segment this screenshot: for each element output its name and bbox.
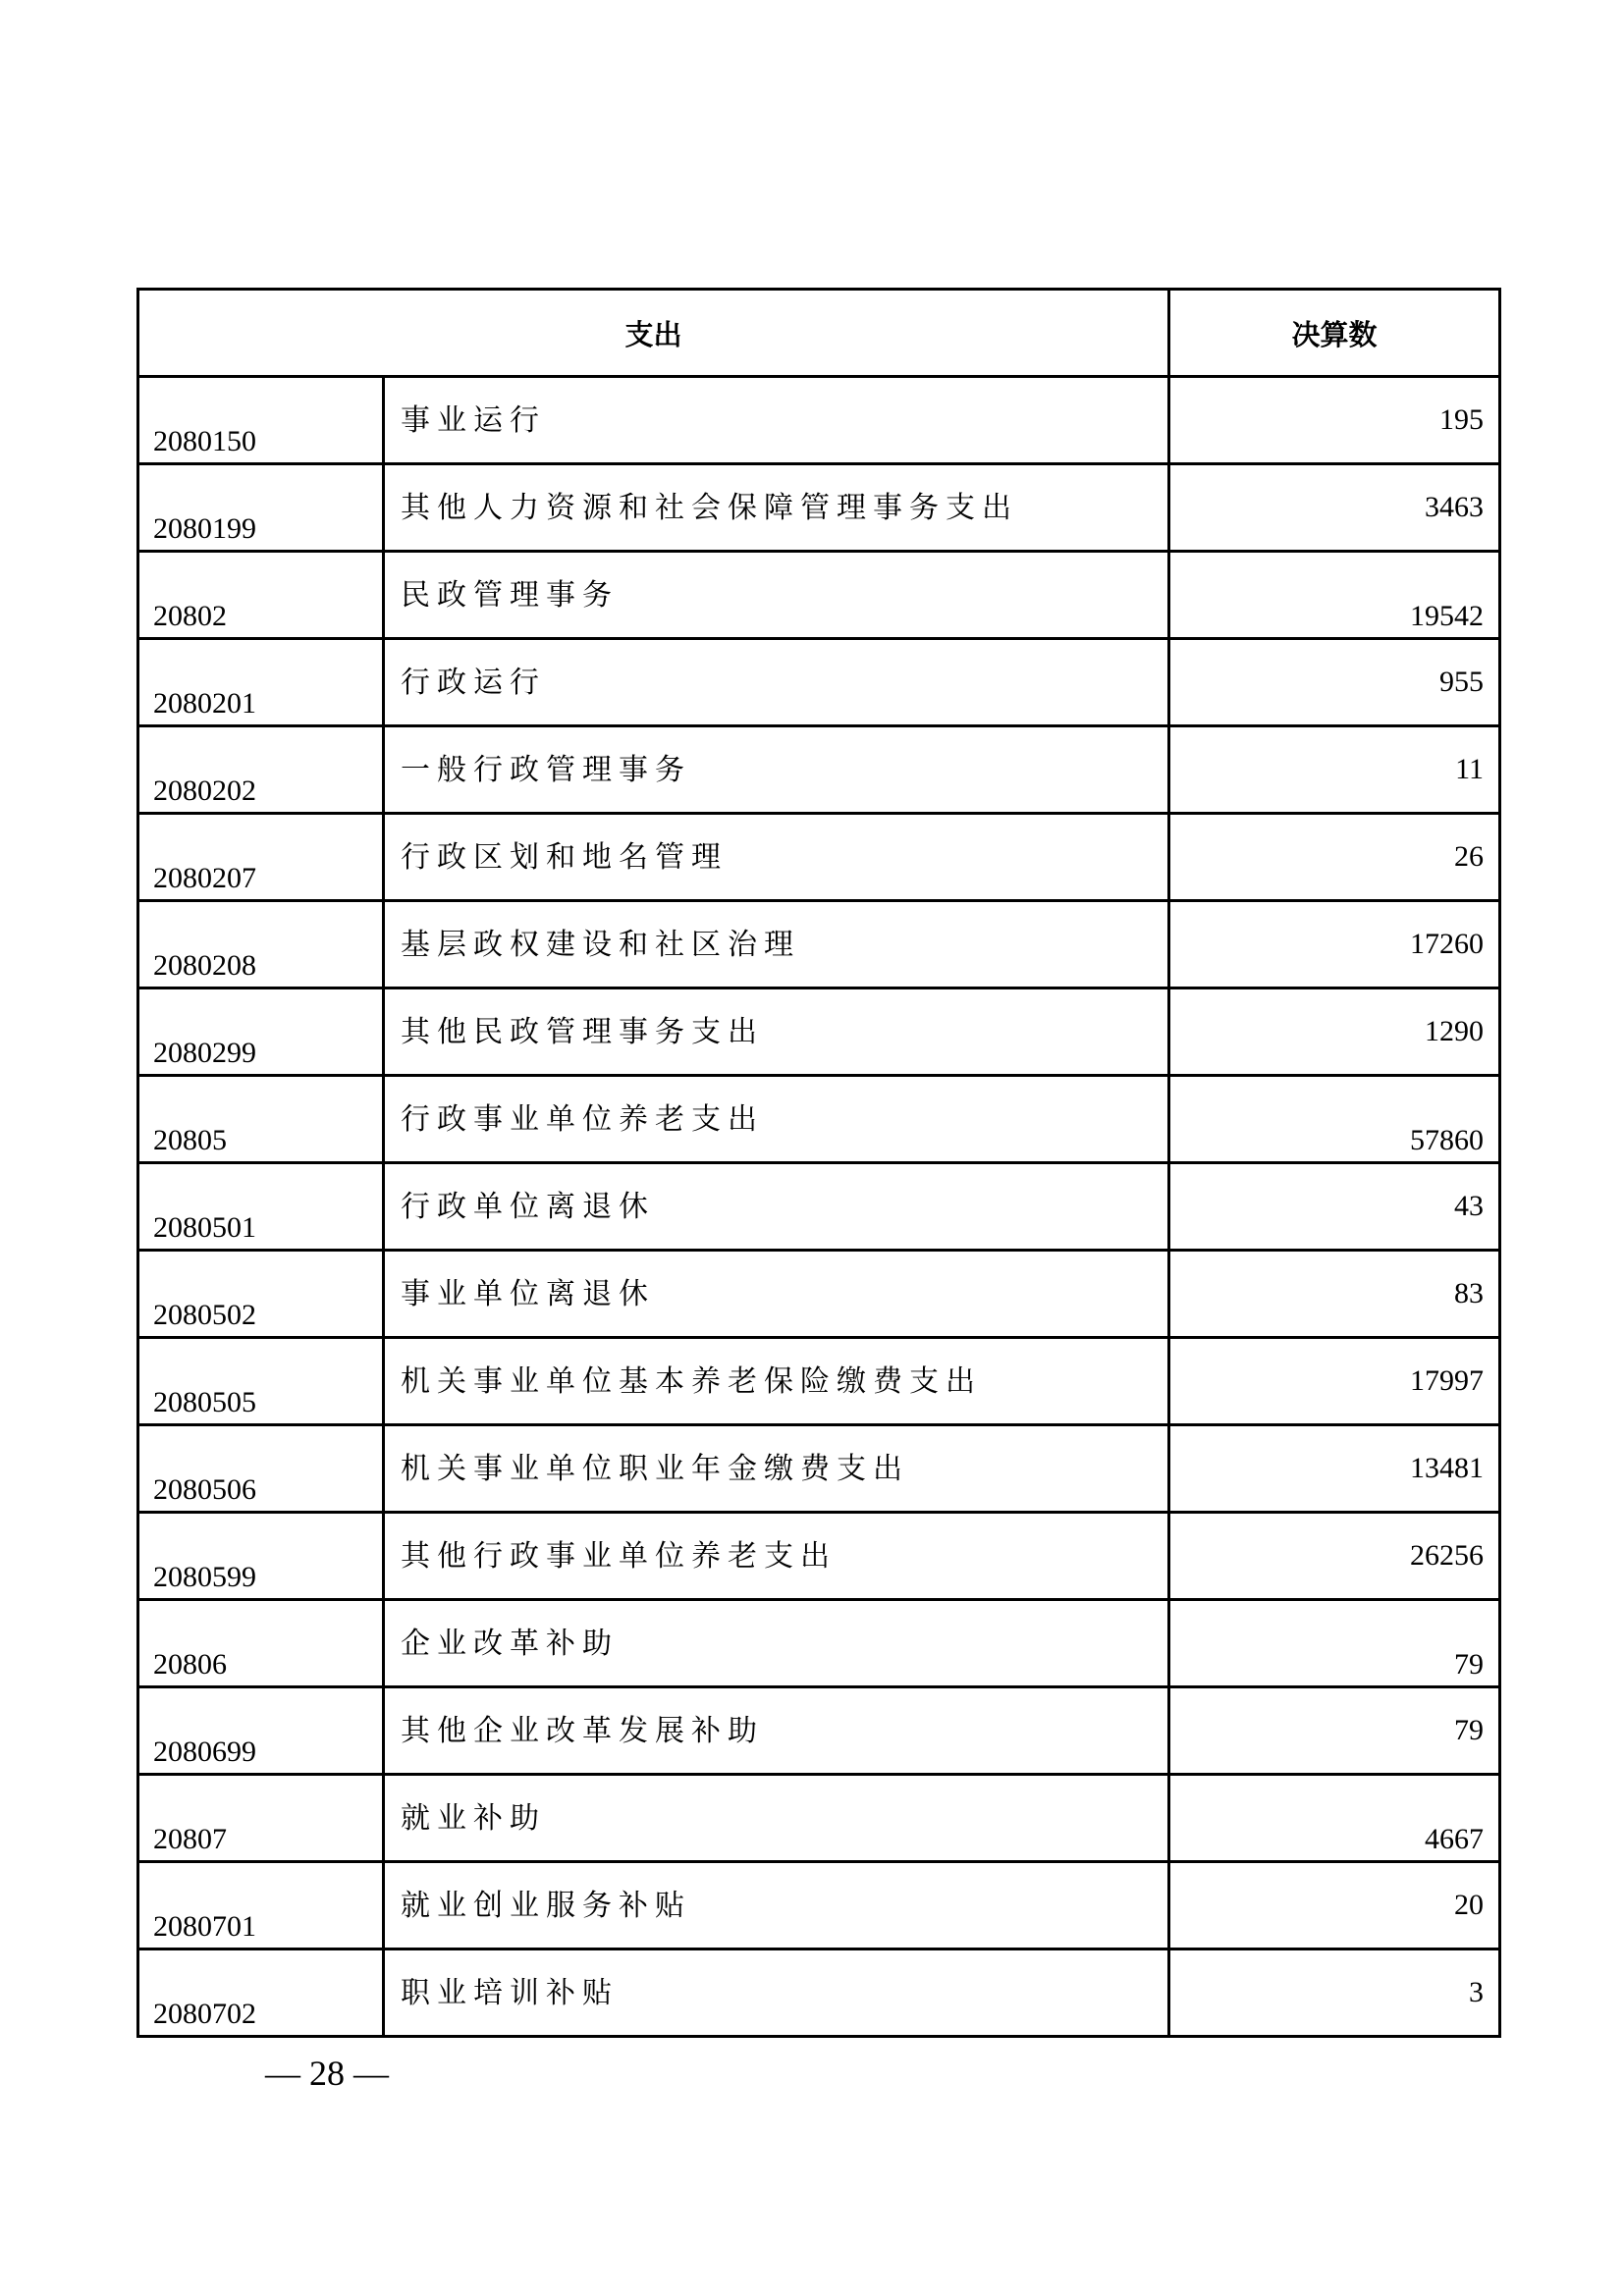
header-amount: 决算数 xyxy=(1169,290,1500,377)
row-code: 2080701 xyxy=(138,1862,384,1949)
row-code: 2080506 xyxy=(138,1425,384,1513)
table-row xyxy=(138,901,1500,988)
row-amount: 11 xyxy=(1169,726,1500,814)
row-code: 20807 xyxy=(138,1775,384,1862)
row-code: 2080207 xyxy=(138,814,384,901)
table-row xyxy=(138,377,1500,464)
row-amount: 3463 xyxy=(1169,464,1500,552)
table-body xyxy=(138,377,1500,2037)
table-row xyxy=(138,1600,1500,1687)
header-expenditure: 支出 xyxy=(138,290,1169,377)
row-code: 2080208 xyxy=(138,901,384,988)
row-name: 就业创业服务补贴 xyxy=(384,1862,1169,1949)
row-amount: 26256 xyxy=(1169,1513,1500,1600)
row-name: 机关事业单位基本养老保险缴费支出 xyxy=(384,1338,1169,1425)
row-amount: 43 xyxy=(1169,1163,1500,1251)
row-code: 20805 xyxy=(138,1076,384,1163)
page-number: — 28 — xyxy=(265,2054,389,2093)
table-row xyxy=(138,1251,1500,1338)
table-row xyxy=(138,814,1500,901)
table-row xyxy=(138,1513,1500,1600)
row-name: 机关事业单位职业年金缴费支出 xyxy=(384,1425,1169,1513)
row-amount: 4667 xyxy=(1169,1775,1500,1862)
row-code: 2080199 xyxy=(138,464,384,552)
row-code: 2080150 xyxy=(138,377,384,464)
table-header-row xyxy=(138,290,1500,377)
row-name: 其他民政管理事务支出 xyxy=(384,988,1169,1076)
table-row xyxy=(138,552,1500,639)
row-name: 一般行政管理事务 xyxy=(384,726,1169,814)
row-code: 2080699 xyxy=(138,1687,384,1775)
table-row xyxy=(138,1775,1500,1862)
row-amount: 17997 xyxy=(1169,1338,1500,1425)
table-row xyxy=(138,1949,1500,2037)
row-amount: 19542 xyxy=(1169,552,1500,639)
row-name: 其他人力资源和社会保障管理事务支出 xyxy=(384,464,1169,552)
row-name: 企业改革补助 xyxy=(384,1600,1169,1687)
row-amount: 79 xyxy=(1169,1600,1500,1687)
table-row xyxy=(138,988,1500,1076)
row-name: 事业单位离退休 xyxy=(384,1251,1169,1338)
row-name: 就业补助 xyxy=(384,1775,1169,1862)
row-code: 2080202 xyxy=(138,726,384,814)
expenditure-table xyxy=(136,288,1501,2038)
table-row xyxy=(138,1862,1500,1949)
row-code: 20802 xyxy=(138,552,384,639)
row-name: 基层政权建设和社区治理 xyxy=(384,901,1169,988)
row-amount: 26 xyxy=(1169,814,1500,901)
row-name: 职业培训补贴 xyxy=(384,1949,1169,2037)
row-name: 其他行政事业单位养老支出 xyxy=(384,1513,1169,1600)
row-amount: 3 xyxy=(1169,1949,1500,2037)
row-name: 行政区划和地名管理 xyxy=(384,814,1169,901)
row-code: 2080505 xyxy=(138,1338,384,1425)
row-code: 2080599 xyxy=(138,1513,384,1600)
table-row xyxy=(138,464,1500,552)
row-amount: 20 xyxy=(1169,1862,1500,1949)
table-row xyxy=(138,1163,1500,1251)
table-row xyxy=(138,726,1500,814)
row-amount: 79 xyxy=(1169,1687,1500,1775)
row-code: 20806 xyxy=(138,1600,384,1687)
row-name: 行政事业单位养老支出 xyxy=(384,1076,1169,1163)
row-amount: 195 xyxy=(1169,377,1500,464)
table-row xyxy=(138,639,1500,726)
row-code: 2080201 xyxy=(138,639,384,726)
expenditure-table-container xyxy=(136,288,1498,2038)
row-name: 民政管理事务 xyxy=(384,552,1169,639)
row-amount: 955 xyxy=(1169,639,1500,726)
row-amount: 13481 xyxy=(1169,1425,1500,1513)
table-row xyxy=(138,1425,1500,1513)
row-amount: 1290 xyxy=(1169,988,1500,1076)
row-name: 事业运行 xyxy=(384,377,1169,464)
table-row xyxy=(138,1076,1500,1163)
table-row xyxy=(138,1338,1500,1425)
row-code: 2080702 xyxy=(138,1949,384,2037)
row-code: 2080502 xyxy=(138,1251,384,1338)
table-row xyxy=(138,1687,1500,1775)
row-amount: 17260 xyxy=(1169,901,1500,988)
row-code: 2080299 xyxy=(138,988,384,1076)
row-amount: 83 xyxy=(1169,1251,1500,1338)
row-code: 2080501 xyxy=(138,1163,384,1251)
row-amount: 57860 xyxy=(1169,1076,1500,1163)
row-name: 行政运行 xyxy=(384,639,1169,726)
row-name: 行政单位离退休 xyxy=(384,1163,1169,1251)
row-name: 其他企业改革发展补助 xyxy=(384,1687,1169,1775)
